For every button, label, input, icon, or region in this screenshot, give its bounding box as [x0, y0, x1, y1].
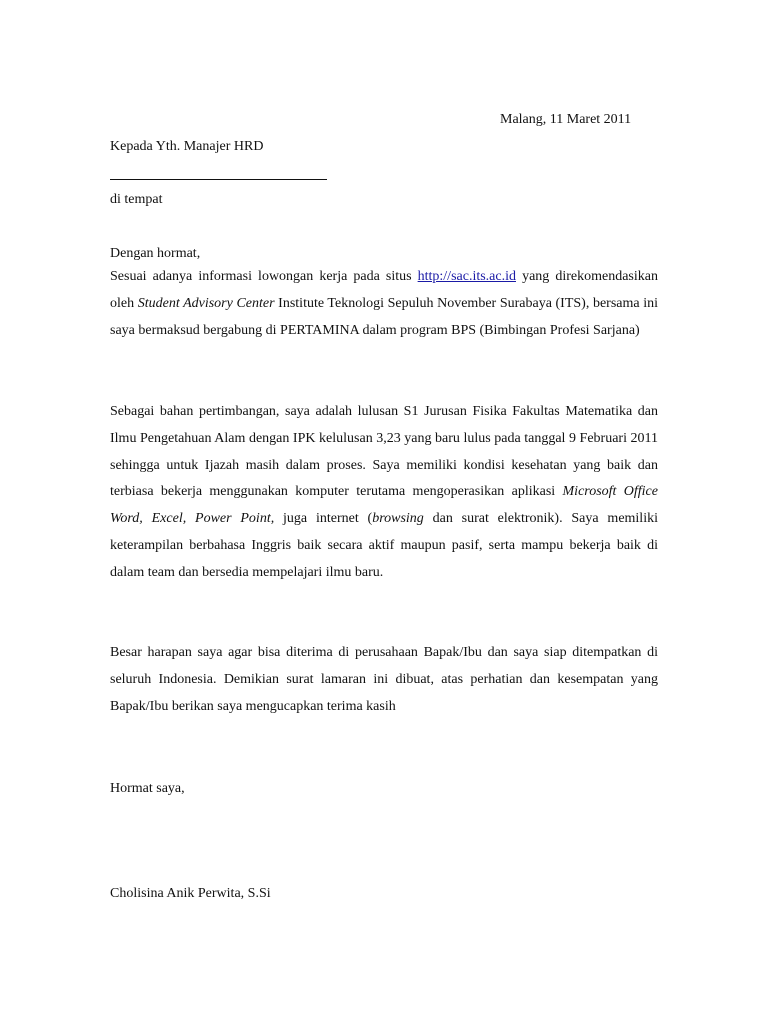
- paragraph-qualifications-text-3: dan surat elektronik). Saya memiliki keterampilan berbahasa Inggris baik secara aktif maupun pasif, serta mampu bekerja baik di dalam team dan bersedia mempelajari ilmu baru.: [110, 511, 658, 580]
- software-list-emphasis: Microsoft Office Word, Excel, Power Point,: [110, 484, 658, 527]
- browsing-emphasis: browsing: [372, 511, 424, 527]
- letter-date: Malang, 11 Maret 2011: [500, 112, 632, 127]
- recipient-line: Kepada Yth. Manajer HRD: [110, 139, 264, 154]
- paragraph-intro: [110, 264, 658, 344]
- recipient-place: di tempat: [110, 192, 163, 207]
- signature-name: Cholisina Anik Perwita, S.Si: [110, 886, 271, 901]
- paragraph-intro-emphasis: Student Advisory Center: [137, 295, 275, 311]
- paragraph-qualifications: [110, 399, 658, 587]
- paragraph-closing: Besar harapan saya agar bisa diterima di perusahaan Bapak/Ibu dan saya siap ditempatkan di seluruh Indonesia. Demikian surat lamaran ini dibuat, atas perhatian dan kesempatan yang Bapak/Ibu berikan saya mengucapkan terima kasih: [110, 645, 658, 714]
- paragraph-intro-text-3: Institute Teknologi Sepuluh November Surabaya (ITS), bersama ini saya bermaksud bergabung di PERTAMINA dalam program BPS (Bimbingan Profesi Sarjana): [110, 295, 658, 338]
- greeting: Dengan hormat,: [110, 246, 201, 261]
- paragraph-intro-text-2: yang direkomendasikan oleh: [110, 269, 658, 311]
- recipient-underline-divider: [110, 179, 327, 180]
- paragraph-qualifications-text-1: Sebagai bahan pertimbangan, saya adalah lulusan S1 Jurusan Fisika Fakultas Matematika dan Ilmu Pengetahuan Alam dengan IPK kelulusan 3,23 yang baru lulus pada tanggal 9 Februari 2011 sehingga untuk Ijazah masih dalam proses. Saya memiliki kondisi kesehatan yang baik dan terbiasa bekerja menggunakan komputer terutama mengoperasikan aplikasi: [110, 404, 658, 500]
- closing-salutation: Hormat saya,: [110, 781, 185, 796]
- sac-website-link[interactable]: http://sac.its.ac.id: [417, 269, 516, 284]
- paragraph-qualifications-text-2: juga internet (: [274, 511, 373, 527]
- paragraph-intro-text-1: Sesuai adanya informasi lowongan kerja pada situs: [110, 269, 418, 284]
